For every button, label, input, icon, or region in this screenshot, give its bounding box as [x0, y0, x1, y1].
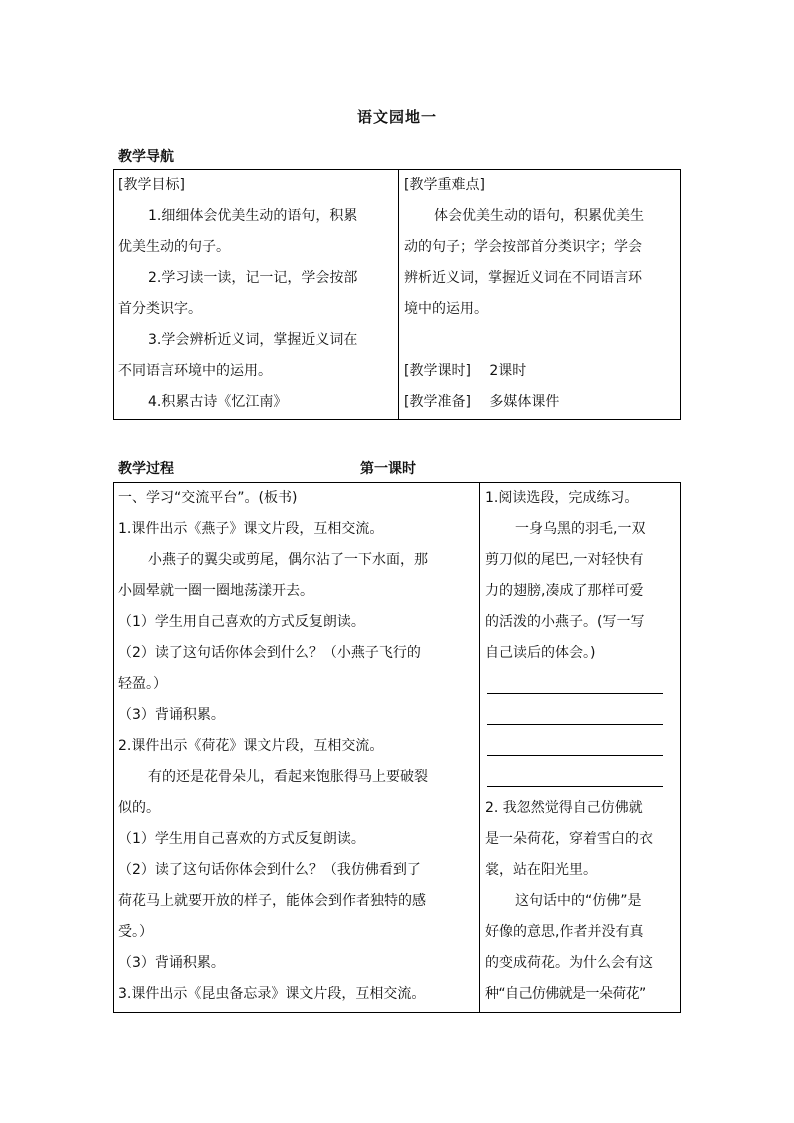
exercise-line: 种“自己仿佛就是一朵荷花”: [485, 986, 646, 1002]
process-line: 小燕子的翼尖或剪尾，偶尔沾了一下水面，那: [148, 552, 428, 568]
process-line: 小圆晕就一圈一圈地荡漾开去。: [118, 583, 314, 599]
exercise-line: 力的翅膀,凑成了那样可爱: [485, 583, 644, 599]
exercise-line: 自己读后的体会。): [485, 645, 596, 661]
key-point-line: 辨析近义词，掌握近义词在不同语言环: [404, 270, 642, 286]
goal-line: 3.学会辨析近义词，掌握近义词在: [148, 332, 358, 348]
goal-line: 1.细细体会优美生动的语句，积累: [148, 208, 358, 224]
process-line: （1）学生用自己喜欢的方式反复朗读。: [118, 614, 365, 630]
key-points-cell: [404, 170, 678, 418]
process-line: 似的。: [118, 800, 160, 816]
goal-line: 不同语言环境中的运用。: [118, 363, 272, 379]
exercise-line: 的活泼的小燕子。(写一写: [485, 614, 645, 630]
teaching-goals-heading: [教学目标]: [118, 177, 185, 193]
preparation-label: [教学准备]: [404, 394, 471, 410]
answer-blank-line[interactable]: [485, 700, 679, 731]
key-point-line: 境中的运用。: [404, 301, 488, 317]
key-point-line: 动的句子；学会按部首分类识字；学会: [404, 239, 642, 255]
process-line: （2）读了这句话你体会到什么？（小燕子飞行的: [118, 645, 421, 661]
process-line: 1.课件出示《燕子》课文片段，互相交流。: [118, 521, 384, 537]
goal-line: 优美生动的句子。: [118, 239, 230, 255]
page-title: 语文园地一: [356, 108, 437, 126]
goal-line: 2.学习读一读，记一记，学会按部: [148, 270, 358, 286]
process-section-label: 教学过程: [118, 461, 174, 477]
exercise-line: 一身乌黑的羽毛,一双: [515, 521, 646, 537]
process-line: 轻盈。）: [118, 676, 167, 692]
process-line: （3）背诵积累。: [118, 707, 225, 723]
preparation-row: [404, 387, 678, 418]
teaching-goals-cell: [118, 170, 396, 418]
key-points-heading: [教学重难点]: [404, 177, 485, 193]
process-line: （1）学生用自己喜欢的方式反复朗读。: [118, 831, 365, 847]
nav-table-divider: [398, 169, 399, 420]
process-table-divider: [479, 482, 480, 1013]
process-line: 受。）: [118, 924, 153, 940]
process-content-cell: [118, 483, 478, 1010]
process-line: （2）读了这句话你体会到什么？（我仿佛看到了: [118, 862, 421, 878]
answer-blank-line[interactable]: [485, 762, 679, 793]
process-line: 2.课件出示《荷花》课文片段，互相交流。: [118, 738, 384, 754]
lesson-label: 第一课时: [360, 461, 416, 477]
answer-blank-line[interactable]: [485, 669, 679, 700]
answer-blank-line[interactable]: [485, 731, 679, 762]
exercise-line: 好像的意思,作者并没有真: [485, 924, 644, 940]
exercise-line: 的变成荷花。为什么会有这: [485, 955, 653, 971]
class-hours-value: 2课时: [489, 363, 527, 379]
process-line: 荷花马上就要开放的样子，能体会到作者独特的感: [118, 893, 426, 909]
process-line: 一、学习“交流平台”。(板书): [118, 490, 298, 506]
exercise-cell: [485, 483, 679, 1010]
goal-line: 首分类识字。: [118, 301, 202, 317]
exercise-line: 剪刀似的尾巴,一对轻快有: [485, 552, 644, 568]
class-hours-label: [教学课时]: [404, 363, 471, 379]
exercise-line: 这句话中的“仿佛”是: [515, 893, 642, 909]
key-point-line: 体会优美生动的语句，积累优美生: [434, 208, 644, 224]
preparation-value: 多媒体课件: [489, 394, 560, 410]
process-line: 有的还是花骨朵儿，看起来饱胀得马上要破裂: [148, 769, 428, 785]
exercise-line: 1.阅读选段，完成练习。: [485, 490, 639, 506]
exercise-line: 2. 我忽然觉得自己仿佛就: [485, 800, 643, 816]
nav-section-label: 教学导航: [118, 149, 174, 165]
exercise-line: 裳，站在阳光里。: [485, 862, 597, 878]
class-hours-row: [404, 356, 678, 387]
goal-line: 4.积累古诗《忆江南》: [148, 394, 288, 410]
process-line: （3）背诵积累。: [118, 955, 225, 971]
exercise-line: 是一朵荷花，穿着雪白的衣: [485, 831, 653, 847]
process-line: 3.课件出示《昆虫备忘录》课文片段，互相交流。: [118, 986, 426, 1002]
